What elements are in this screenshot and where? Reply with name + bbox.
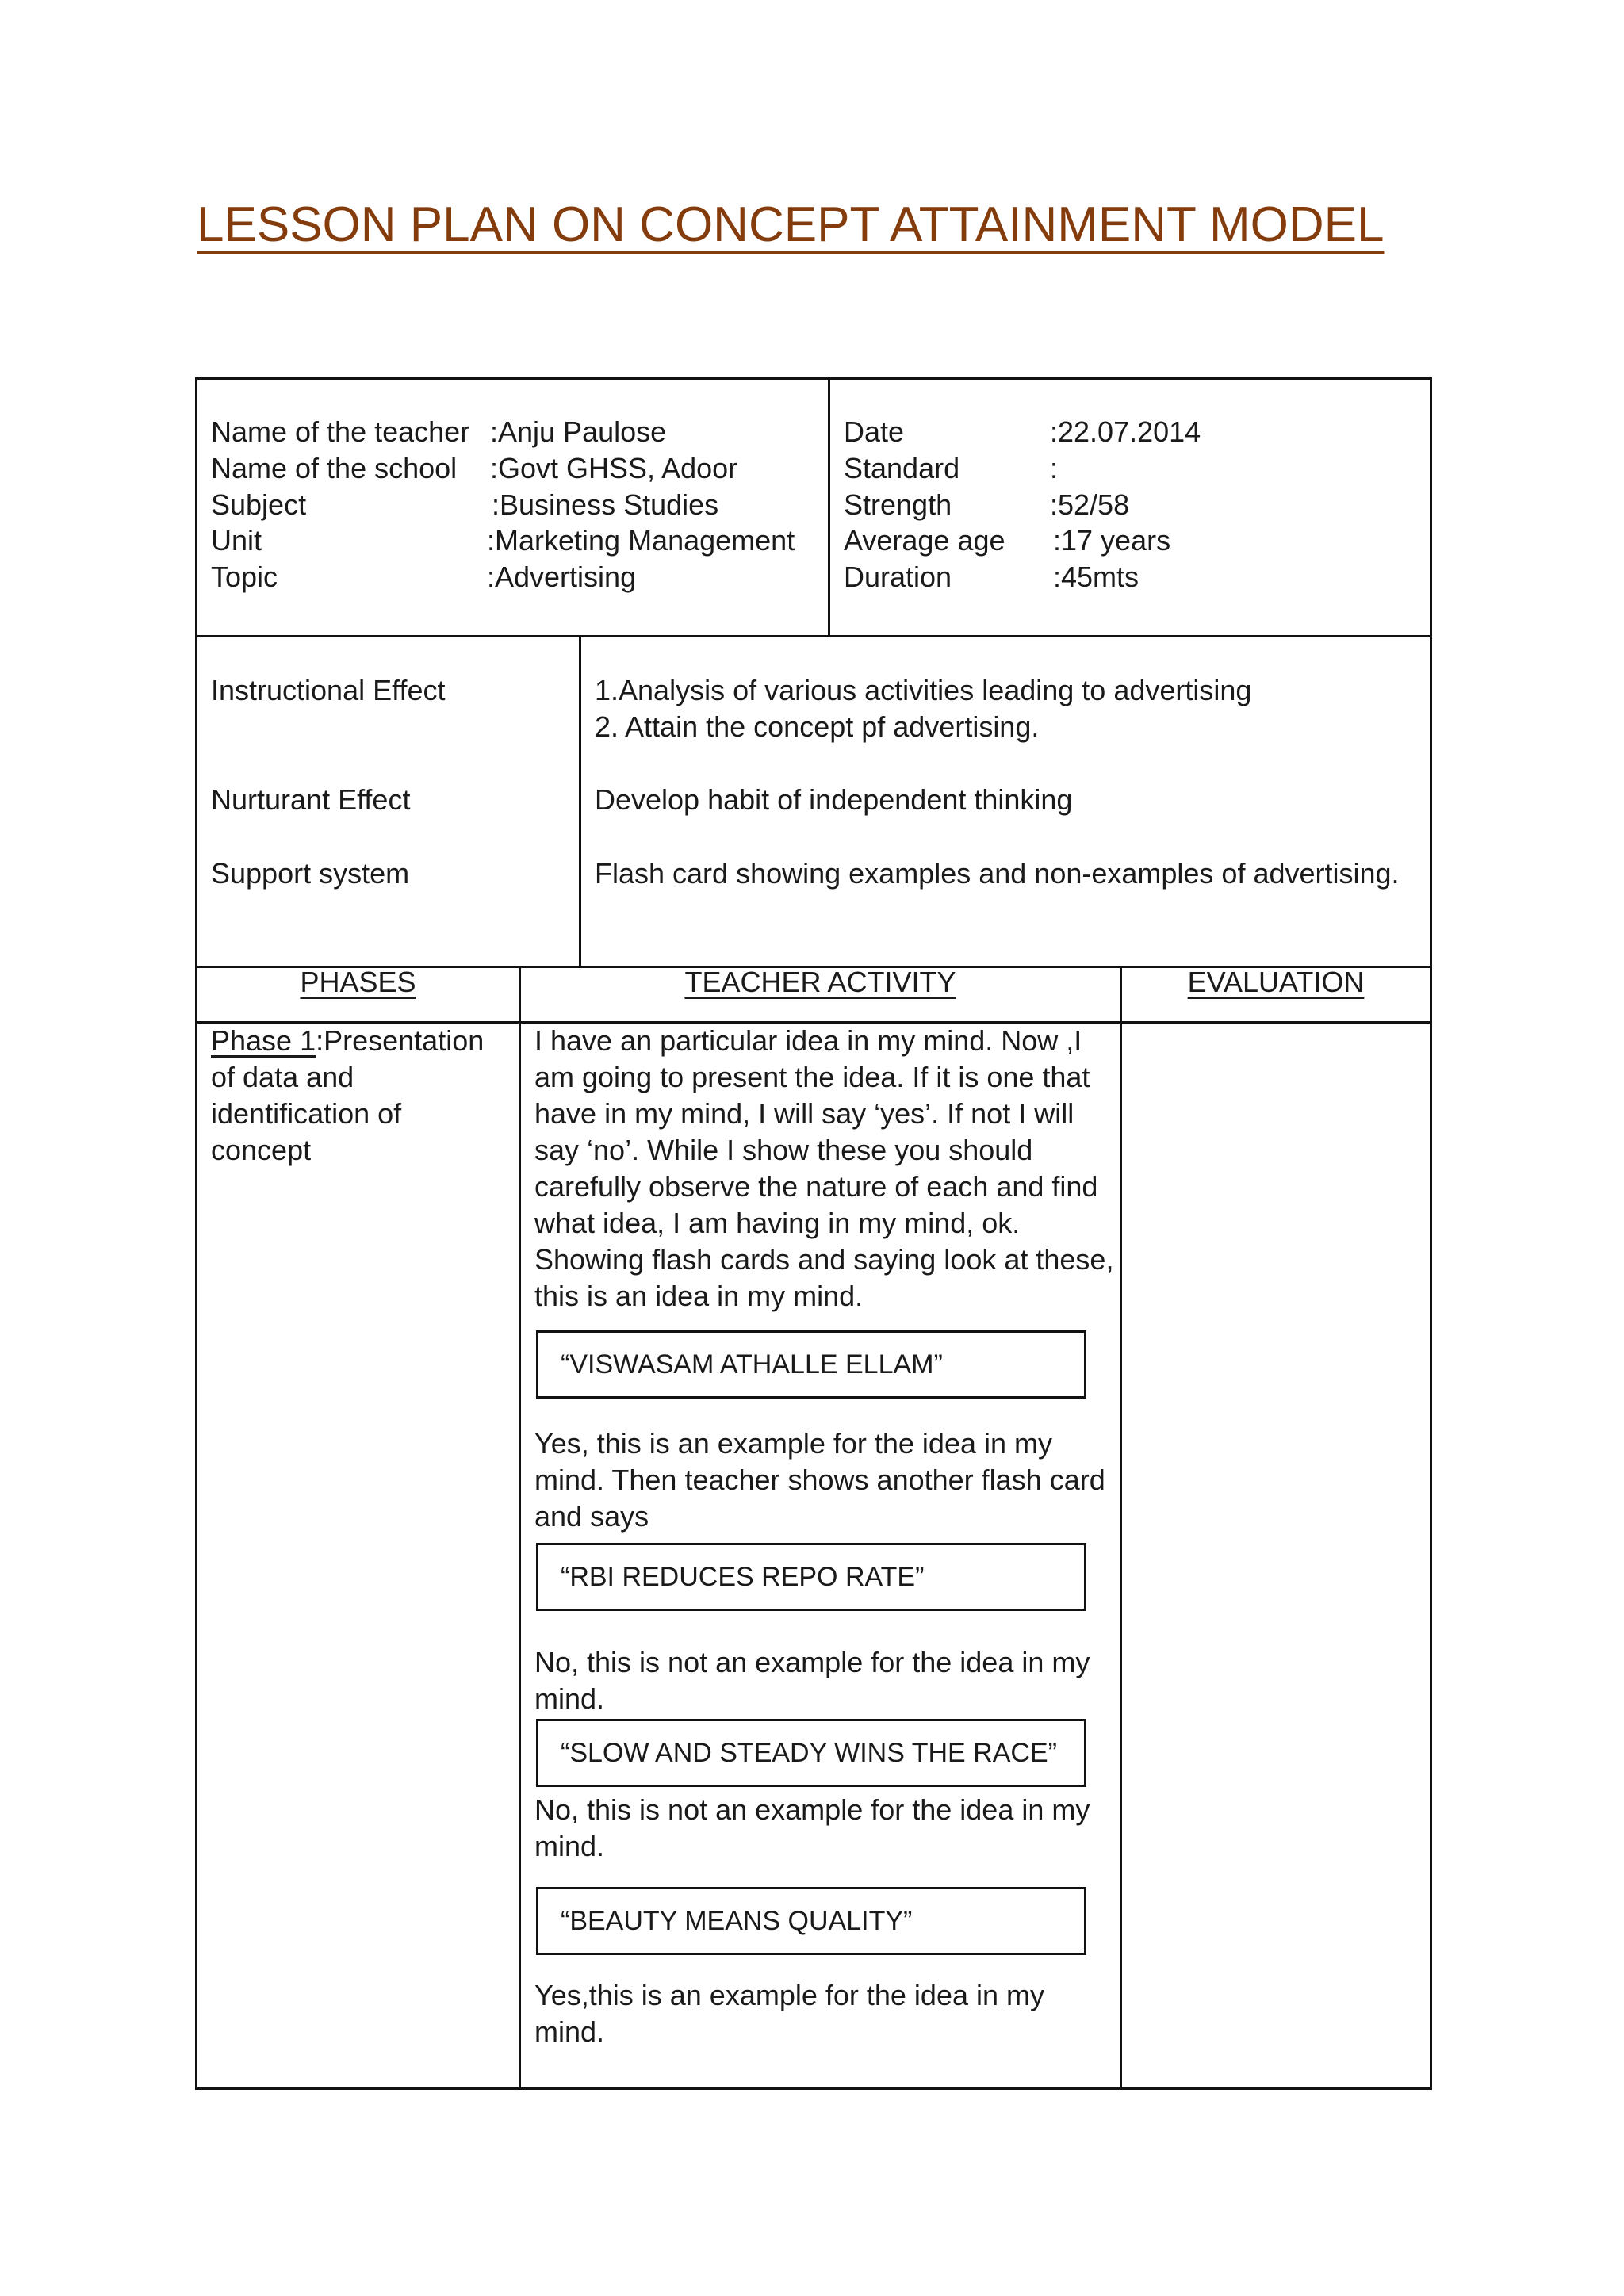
support-system-value: Flash card showing examples and non-examples of advertising. [595, 857, 1400, 890]
activity-response-2: No, this is not an example for the idea in my mind. [534, 1646, 1090, 1715]
phase-1-line-2: of data and [211, 1061, 354, 1093]
unit-label: Unit [211, 524, 262, 557]
activity-response-3: No, this is not an example for the idea in my mind. [534, 1793, 1090, 1862]
flash-card-4: “BEAUTY MEANS QUALITY” [536, 1887, 1086, 1955]
duration-value: :45mts [1053, 561, 1139, 593]
teacher-value: :Anju Paulose [490, 415, 667, 448]
phases-header: PHASES [300, 966, 416, 998]
strength-label: Strength [844, 488, 952, 521]
school-value: :Govt GHSS, Adoor [490, 452, 738, 484]
phases-col-divider-1 [519, 966, 521, 2090]
average-age-value: :17 years [1053, 524, 1171, 557]
average-age-label: Average age [844, 524, 1005, 557]
flash-card-1: “VISWASAM ATHALLE ELLAM” [536, 1330, 1086, 1399]
subject-label: Subject [211, 488, 307, 521]
phase-1-line-4: concept [211, 1134, 312, 1166]
flash-card-3: “SLOW AND STEADY WINS THE RACE” [536, 1719, 1086, 1787]
phase-1-title: :Presentation [316, 1024, 485, 1057]
flash-card-2: “RBI REDUCES REPO RATE” [536, 1543, 1086, 1611]
instructional-effect-2: 2. Attain the concept pf advertising. [595, 710, 1040, 743]
phase-1-label: Phase 1 [211, 1024, 316, 1057]
standard-value: : [1050, 452, 1059, 484]
date-label: Date [844, 415, 905, 448]
unit-value: :Marketing Management [487, 524, 795, 557]
activity-show: Showing flash cards and saying look at these, this is an idea in my mind. [534, 1243, 1114, 1312]
subject-value: :Business Studies [492, 488, 719, 521]
duration-label: Duration [844, 561, 952, 593]
strength-value: :52/58 [1050, 488, 1130, 521]
evaluation-cell [1122, 1024, 1430, 2087]
topic-label: Topic [211, 561, 278, 593]
teacher-label: Name of the teacher [211, 415, 470, 448]
teacher-activity-header: TEACHER ACTIVITY [684, 966, 956, 998]
activity-response-4: Yes,this is an example for the idea in my mind. [534, 1979, 1045, 2048]
evaluation-header: EVALUATION [1187, 966, 1365, 998]
phase-1-line-3: identification of [211, 1097, 402, 1130]
instructional-effect-1: 1.Analysis of various activities leading to advertising [595, 674, 1252, 706]
info-divider [828, 377, 830, 637]
nurturant-effect-value: Develop habit of independent thinking [595, 783, 1073, 816]
activity-response-1: Yes, this is an example for the idea in my mind. Then teacher shows another flash card and says [534, 1427, 1105, 1533]
support-system-label: Support system [211, 857, 410, 890]
standard-label: Standard [844, 452, 960, 484]
nurturant-effect-label: Nurturant Effect [211, 783, 411, 816]
page-title: LESSON PLAN ON CONCEPT ATTAINMENT MODEL [197, 197, 1385, 252]
school-label: Name of the school [211, 452, 458, 484]
activity-intro: I have an particular idea in my mind. Now ,I am going to present the idea. If it is one that have in my mind, I will say ‘yes’. If not I will say ‘no’. While I show these you should carefully observe the nature of each and find what idea, I am having in my mind, ok. [534, 1024, 1098, 1239]
date-value: :22.07.2014 [1050, 415, 1201, 448]
effects-divider [579, 635, 581, 968]
topic-value: :Advertising [487, 561, 637, 593]
phase-1-line-1 [211, 1023, 484, 1059]
instructional-effect-label: Instructional Effect [211, 674, 446, 706]
